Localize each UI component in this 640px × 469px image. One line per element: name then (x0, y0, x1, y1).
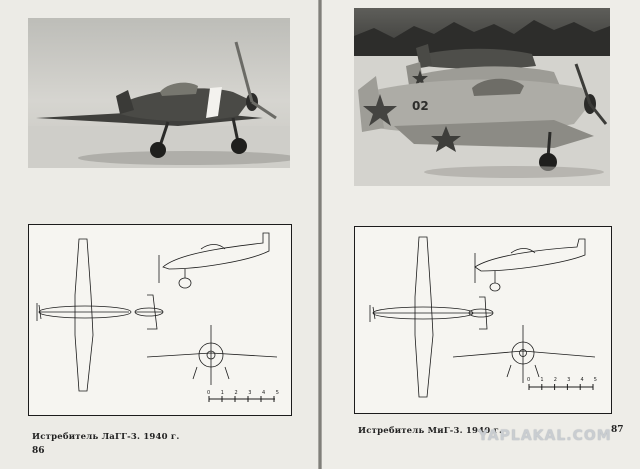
scale-tick-0: 0 (207, 390, 211, 396)
scale-tick-5: 5 (593, 377, 597, 383)
book-gutter (318, 0, 322, 469)
left-page-number: 86 (32, 446, 45, 456)
scale-tick-0: 0 (527, 377, 531, 383)
scale-tick-5: 5 (275, 390, 279, 396)
scale-tick-2: 2 (553, 377, 557, 383)
scale-tick-3: 3 (567, 377, 571, 383)
lagg3-drawing (28, 224, 292, 416)
scale-tick-1: 1 (540, 377, 544, 383)
mig3-photo (354, 8, 610, 186)
scale-tick-1: 1 (220, 390, 224, 396)
right-page-number: 87 (611, 425, 624, 435)
tail-marking: 02 (412, 99, 429, 113)
mig3-drawing (354, 226, 612, 414)
right-caption: Истребитель МиГ-3. 1940 г. (358, 426, 503, 436)
scale-tick-4: 4 (580, 377, 584, 383)
scale-tick-4: 4 (262, 390, 266, 396)
lagg3-photo (28, 18, 290, 168)
scale-tick-2: 2 (234, 390, 238, 396)
scale-tick-3: 3 (248, 390, 252, 396)
site-watermark: YAPLAKAL.COM (478, 428, 612, 444)
left-caption: Истребитель ЛаГГ-3. 1940 г. (32, 432, 180, 442)
